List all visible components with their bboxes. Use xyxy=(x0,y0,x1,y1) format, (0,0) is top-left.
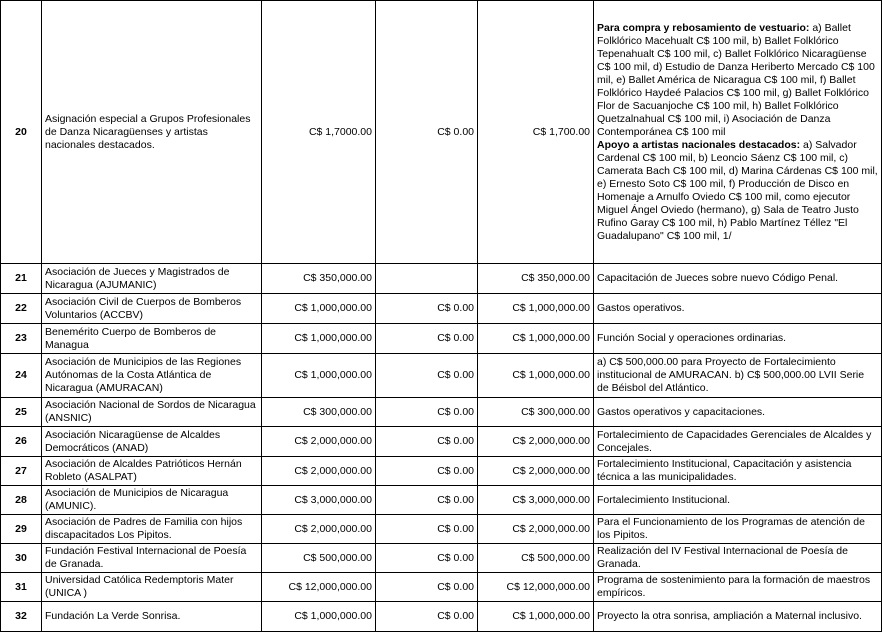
amount-total: C$ 1,000,000.00 xyxy=(478,294,594,324)
purpose-text: Fortalecimiento Institucional. xyxy=(594,486,882,515)
purpose-text: Capacitación de Jueces sobre nuevo Código Penal. xyxy=(594,264,882,294)
table-row xyxy=(1,324,882,354)
amount-total: C$ 1,000,000.00 xyxy=(478,354,594,398)
amount-assigned: C$ 1,7000.00 xyxy=(262,1,376,264)
purpose-text: a) C$ 500,000.00 para Proyecto de Fortalecimiento institucional de AMURACAN. b) C$ 500,000.00 LVII Serie de Béisbol del Atlántico. xyxy=(594,354,882,398)
amount-assigned: C$ 2,000,000.00 xyxy=(262,427,376,457)
amount-total: C$ 12,000,000.00 xyxy=(478,573,594,602)
table-row xyxy=(1,1,882,264)
purpose-heading: Para compra y rebosamiento de vestuario: xyxy=(597,21,810,34)
entity-name: Asociación de Alcaldes Patrióticos Hernán Robleto (ASALPAT) xyxy=(42,457,262,486)
purpose-text: Fortalecimiento de Capacidades Gerenciales de Alcaldes y Concejales. xyxy=(594,427,882,457)
amount-modified xyxy=(376,264,478,294)
amount-assigned: C$ 350,000.00 xyxy=(262,264,376,294)
amount-modified: C$ 0.00 xyxy=(376,427,478,457)
purpose-text: Fortalecimiento Institucional, Capacitación y asistencia técnica a las municipalidades. xyxy=(594,457,882,486)
table-row xyxy=(1,354,882,398)
entity-name: Benemérito Cuerpo de Bomberos de Managua xyxy=(42,324,262,354)
table-row xyxy=(1,427,882,457)
amount-assigned: C$ 1,000,000.00 xyxy=(262,324,376,354)
amount-modified: C$ 0.00 xyxy=(376,457,478,486)
row-number: 24 xyxy=(1,354,42,398)
amount-total: C$ 1,000,000.00 xyxy=(478,602,594,632)
entity-name: Asociación de Municipios de las Regiones Autónomas de la Costa Atlántica de Nicaragua (AMURACAN) xyxy=(42,354,262,398)
amount-total: C$ 3,000,000.00 xyxy=(478,486,594,515)
row-number: 20 xyxy=(1,1,42,264)
entity-name: Asociación Nicaragüense de Alcaldes Democráticos (ANAD) xyxy=(42,427,262,457)
row-number: 26 xyxy=(1,427,42,457)
row-number: 21 xyxy=(1,264,42,294)
purpose-text xyxy=(594,1,882,264)
table-row xyxy=(1,398,882,427)
purpose-text: Función Social y operaciones ordinarias. xyxy=(594,324,882,354)
amount-total: C$ 2,000,000.00 xyxy=(478,515,594,544)
entity-name: Fundación La Verde Sonrisa. xyxy=(42,602,262,632)
amount-assigned: C$ 3,000,000.00 xyxy=(262,486,376,515)
row-number: 30 xyxy=(1,544,42,573)
amount-total: C$ 2,000,000.00 xyxy=(478,457,594,486)
amount-modified: C$ 0.00 xyxy=(376,573,478,602)
purpose-text: Realización del IV Festival Internacional de Poesía de Granada. xyxy=(594,544,882,573)
entity-name: Asociación de Jueces y Magistrados de Nicaragua (AJUMANIC) xyxy=(42,264,262,294)
amount-modified: C$ 0.00 xyxy=(376,486,478,515)
amount-modified: C$ 0.00 xyxy=(376,324,478,354)
amount-total: C$ 1,000,000.00 xyxy=(478,324,594,354)
purpose-detail: a) Ballet Folklórico Macehualt C$ 100 mil, b) Ballet Folklórico Tepenahualt C$ 100 mil, c) Ballet Folklórico Nicaragüense C$ 100 mil, d) Estudio de Danza Heriberto Mercado C$ 100 mil, e) Ballet América de Nicaragua C$ 100 mil, f) Ballet Folklórico Haydeé Palacios C$ 100 mil, g) Ballet Folklórico Flor de Sacuanjoche C$ 100 mil, h) Ballet Folklórico Quetzalnahual C$ 100 mil, i) Asociación de Danza Contemporánea C$ 100 mil xyxy=(597,21,875,138)
amount-total: C$ 2,000,000.00 xyxy=(478,427,594,457)
amount-assigned: C$ 1,000,000.00 xyxy=(262,294,376,324)
entity-name: Asociación Civil de Cuerpos de Bomberos Voluntarios (ACCBV) xyxy=(42,294,262,324)
entity-name: Universidad Católica Redemptoris Mater (UNICA ) xyxy=(42,573,262,602)
purpose-text: Para el Funcionamiento de los Programas de atención de los Pipitos. xyxy=(594,515,882,544)
amount-assigned: C$ 1,000,000.00 xyxy=(262,354,376,398)
amount-assigned: C$ 2,000,000.00 xyxy=(262,515,376,544)
entity-name: Asociación Nacional de Sordos de Nicaragua (ANSNIC) xyxy=(42,398,262,427)
table-row xyxy=(1,457,882,486)
entity-name: Asociación de Municipios de Nicaragua (AMUNIC). xyxy=(42,486,262,515)
amount-modified: C$ 0.00 xyxy=(376,354,478,398)
entity-name: Fundación Festival Internacional de Poesía de Granada. xyxy=(42,544,262,573)
row-number: 29 xyxy=(1,515,42,544)
amount-assigned: C$ 300,000.00 xyxy=(262,398,376,427)
entity-name: Asignación especial a Grupos Profesionales de Danza Nicaragüenses y artistas nacionales destacados. xyxy=(42,1,262,264)
amount-assigned: C$ 500,000.00 xyxy=(262,544,376,573)
purpose-text: Gastos operativos. xyxy=(594,294,882,324)
amount-assigned: C$ 2,000,000.00 xyxy=(262,457,376,486)
purpose-text: Programa de sostenimiento para la formación de maestros empíricos. xyxy=(594,573,882,602)
table-row xyxy=(1,294,882,324)
row-number: 32 xyxy=(1,602,42,632)
amount-modified: C$ 0.00 xyxy=(376,1,478,264)
table-row xyxy=(1,515,882,544)
row-number: 31 xyxy=(1,573,42,602)
amount-modified: C$ 0.00 xyxy=(376,544,478,573)
row-number: 22 xyxy=(1,294,42,324)
table-row xyxy=(1,486,882,515)
purpose-heading: Apoyo a artistas nacionales destacados: xyxy=(597,138,801,151)
amount-total: C$ 1,700.00 xyxy=(478,1,594,264)
row-number: 28 xyxy=(1,486,42,515)
purpose-detail: a) Salvador Cardenal C$ 100 mil, b) Leoncio Sáenz C$ 100 mil, c) Camerata Bach C$ 100 mil, d) Marina Cárdenas C$ 100 mil, e) Ernesto Soto C$ 100 mil, f) Producción de Disco en Homenaje a Arnulfo Oviedo C$ 100 mil, como ejecutor Miguel Ángel Oviedo (hermano), g) Sala de Teatro Justo Rufino Garay C$ 100 mil, h) Pablo Martínez Téllez "El Guadalupano" C$ 100 mil, 1/ xyxy=(597,138,878,242)
row-number: 27 xyxy=(1,457,42,486)
amount-modified: C$ 0.00 xyxy=(376,515,478,544)
row-number: 23 xyxy=(1,324,42,354)
purpose-text: Proyecto la otra sonrisa, ampliación a Maternal inclusivo. xyxy=(594,602,882,632)
amount-total: C$ 300,000.00 xyxy=(478,398,594,427)
table-row xyxy=(1,264,882,294)
amount-modified: C$ 0.00 xyxy=(376,602,478,632)
table-row xyxy=(1,544,882,573)
amount-assigned: C$ 12,000,000.00 xyxy=(262,573,376,602)
amount-total: C$ 350,000.00 xyxy=(478,264,594,294)
row-number: 25 xyxy=(1,398,42,427)
amount-total: C$ 500,000.00 xyxy=(478,544,594,573)
purpose-text: Gastos operativos y capacitaciones. xyxy=(594,398,882,427)
table-row xyxy=(1,573,882,602)
amount-modified: C$ 0.00 xyxy=(376,294,478,324)
entity-name: Asociación de Padres de Familia con hijos discapacitados Los Pipitos. xyxy=(42,515,262,544)
amount-modified: C$ 0.00 xyxy=(376,398,478,427)
table-row xyxy=(1,602,882,632)
amount-assigned: C$ 1,000,000.00 xyxy=(262,602,376,632)
